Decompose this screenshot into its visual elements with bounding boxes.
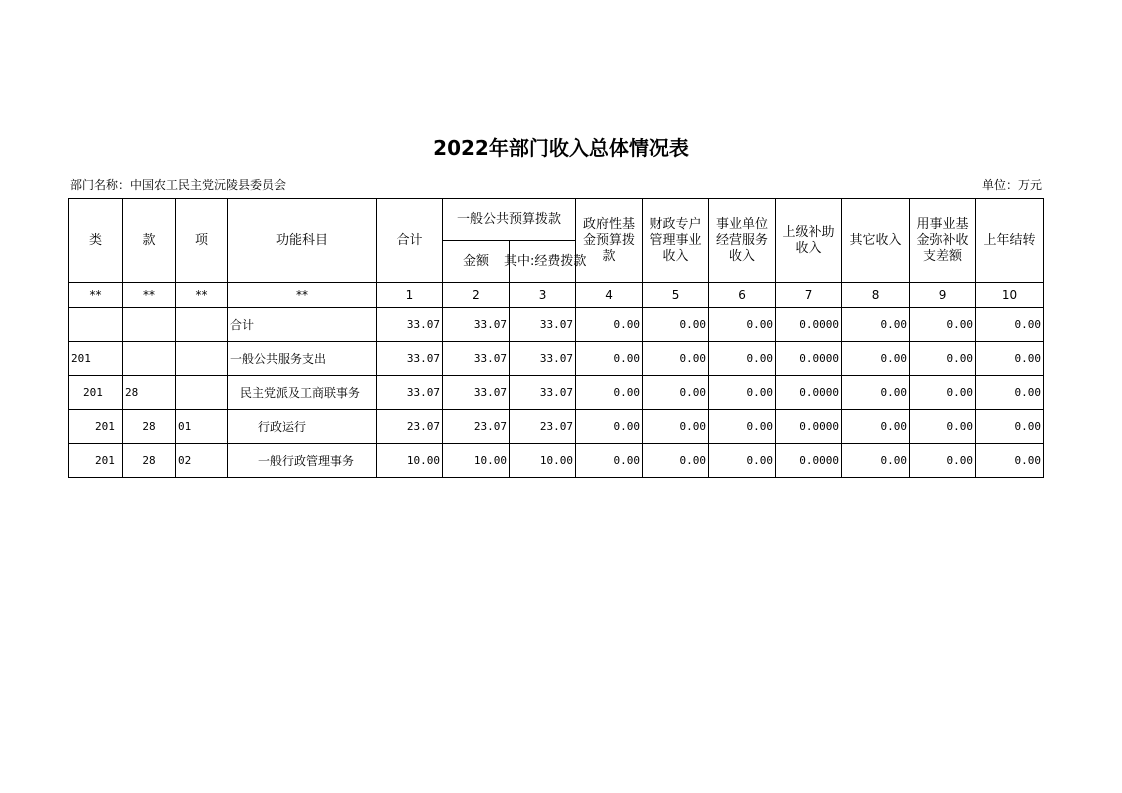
cell-value: 0.00 (976, 410, 1044, 444)
cell-value: 0.00 (576, 308, 643, 342)
department-name: 部门名称：中国农工民主党沅陵县委员会 (70, 178, 287, 192)
table-row (69, 342, 1044, 376)
header-fiscal-special: 财政专户管理事业收入 (643, 199, 709, 283)
header-total: 合计 (377, 199, 443, 283)
cell-lei: 201 (69, 444, 123, 478)
cell-subject: 行政运行 (228, 410, 377, 444)
page-title: 2022年部门收入总体情况表 (433, 136, 689, 160)
cell-value: 33.07 (443, 376, 510, 410)
cell-xiang (176, 342, 228, 376)
header-last-year: 上年结转 (976, 199, 1044, 283)
cell-value: 0.00 (709, 444, 776, 478)
index-cell: 1 (377, 283, 443, 308)
cell-value: 0.00 (643, 308, 709, 342)
cell-kuan: 28 (123, 376, 176, 410)
table-row (69, 410, 1044, 444)
index-cell: 10 (976, 283, 1044, 308)
cell-value: 0.00 (976, 342, 1044, 376)
cell-xiang (176, 376, 228, 410)
cell-subject: 一般行政管理事务 (228, 444, 377, 478)
cell-value: 0.00 (842, 410, 910, 444)
header-upper-subsidy: 上级补助收入 (776, 199, 842, 283)
cell-value: 0.00 (976, 444, 1044, 478)
cell-value: 0.00 (576, 410, 643, 444)
cell-value: 23.07 (377, 410, 443, 444)
header-lei: 类 (69, 199, 123, 283)
cell-value: 0.0000 (776, 342, 842, 376)
unit-label: 单位：万元 (981, 178, 1042, 192)
cell-value: 0.00 (576, 444, 643, 478)
cell-value: 0.00 (643, 444, 709, 478)
cell-value: 0.0000 (776, 444, 842, 478)
cell-value: 23.07 (443, 410, 510, 444)
cell-value: 0.00 (842, 308, 910, 342)
header-of-which: 其中:经费拨款 (510, 241, 576, 283)
cell-value: 0.00 (643, 376, 709, 410)
index-cell: 3 (510, 283, 576, 308)
cell-value: 0.0000 (776, 410, 842, 444)
header-subject: 功能科目 (228, 199, 377, 283)
index-cell: ** (176, 283, 228, 308)
cell-subject: 合计 (228, 308, 377, 342)
index-cell: 6 (709, 283, 776, 308)
header-use-fund: 用事业基金弥补收支差额 (910, 199, 976, 283)
cell-value: 0.00 (643, 342, 709, 376)
index-cell: ** (69, 283, 123, 308)
cell-value: 0.00 (910, 342, 976, 376)
cell-kuan (123, 308, 176, 342)
cell-value: 33.07 (443, 342, 510, 376)
table-row (69, 308, 1044, 342)
index-cell: 8 (842, 283, 910, 308)
index-cell: 4 (576, 283, 643, 308)
table-row (69, 376, 1044, 410)
cell-value: 33.07 (377, 342, 443, 376)
cell-lei: 201 (69, 376, 123, 410)
header-kuan: 款 (123, 199, 176, 283)
cell-kuan: 28 (123, 444, 176, 478)
cell-value: 0.00 (709, 308, 776, 342)
cell-value: 0.00 (643, 410, 709, 444)
header-general-budget: 一般公共预算拨款 (443, 199, 576, 241)
cell-value: 0.00 (709, 376, 776, 410)
header-gov-fund: 政府性基金预算拨款 (576, 199, 643, 283)
cell-value: 33.07 (510, 308, 576, 342)
cell-xiang: 01 (176, 410, 228, 444)
cell-value: 33.07 (443, 308, 510, 342)
cell-value: 33.07 (510, 376, 576, 410)
cell-subject: 一般公共服务支出 (228, 342, 377, 376)
index-cell: 7 (776, 283, 842, 308)
cell-value: 0.00 (842, 444, 910, 478)
cell-value: 0.0000 (776, 376, 842, 410)
index-cell: 9 (910, 283, 976, 308)
cell-value: 0.0000 (776, 308, 842, 342)
index-cell: 5 (643, 283, 709, 308)
cell-value: 33.07 (510, 342, 576, 376)
index-cell: ** (123, 283, 176, 308)
cell-value: 0.00 (910, 410, 976, 444)
header-other-income: 其它收入 (842, 199, 910, 283)
cell-xiang (176, 308, 228, 342)
cell-lei (69, 308, 123, 342)
cell-xiang: 02 (176, 444, 228, 478)
table-row (69, 444, 1044, 478)
cell-value: 0.00 (842, 376, 910, 410)
cell-value: 0.00 (576, 376, 643, 410)
index-cell: ** (228, 283, 377, 308)
cell-value: 10.00 (377, 444, 443, 478)
index-cell: 2 (443, 283, 510, 308)
cell-kuan: 28 (123, 410, 176, 444)
header-amount: 金额 (443, 241, 510, 283)
cell-value: 0.00 (976, 376, 1044, 410)
index-row (69, 283, 1044, 308)
cell-value: 10.00 (510, 444, 576, 478)
cell-value: 0.00 (709, 410, 776, 444)
income-table (68, 198, 1044, 478)
cell-value: 0.00 (709, 342, 776, 376)
cell-value: 0.00 (910, 444, 976, 478)
cell-value: 0.00 (576, 342, 643, 376)
cell-value: 0.00 (910, 308, 976, 342)
cell-value: 33.07 (377, 376, 443, 410)
header-business-income: 事业单位经营服务收入 (709, 199, 776, 283)
header-xiang: 项 (176, 199, 228, 283)
cell-value: 10.00 (443, 444, 510, 478)
cell-kuan (123, 342, 176, 376)
cell-lei: 201 (69, 410, 123, 444)
cell-lei: 201 (69, 342, 123, 376)
cell-value: 0.00 (910, 376, 976, 410)
cell-value: 23.07 (510, 410, 576, 444)
cell-value: 0.00 (976, 308, 1044, 342)
cell-value: 33.07 (377, 308, 443, 342)
cell-value: 0.00 (842, 342, 910, 376)
cell-subject: 民主党派及工商联事务 (228, 376, 377, 410)
